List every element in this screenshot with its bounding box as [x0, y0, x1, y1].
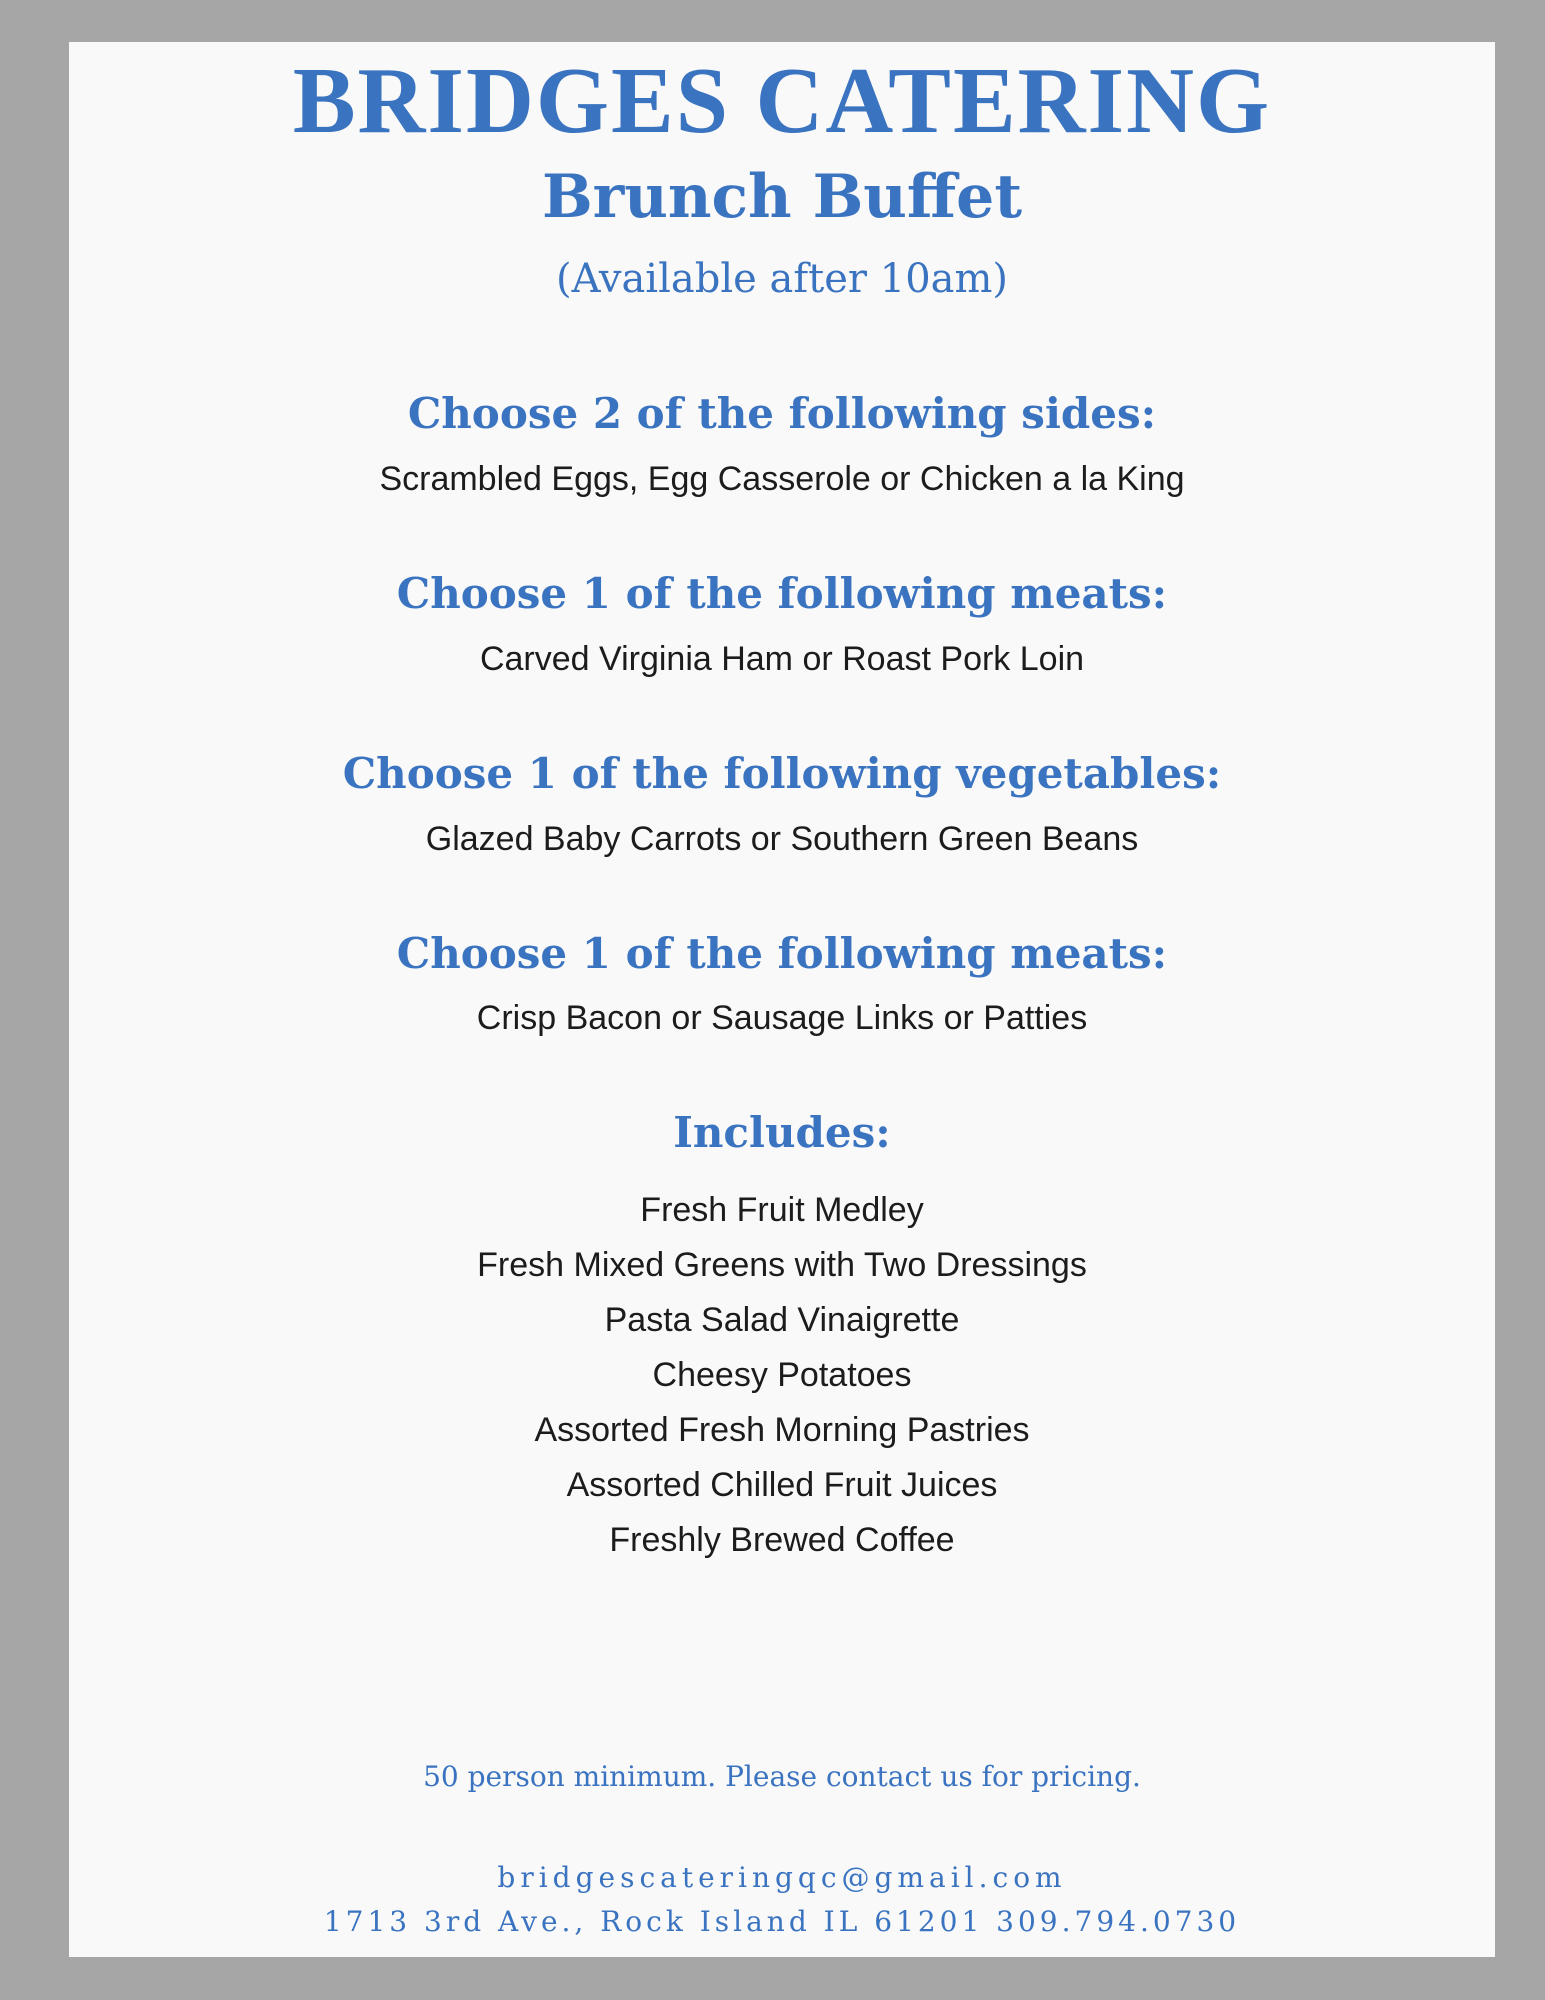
list-item: Freshly Brewed Coffee — [609, 1521, 955, 1559]
availability-note: (Available after 10am) — [555, 256, 1009, 302]
includes-heading: Includes: — [673, 1108, 891, 1157]
brand-title: BRIDGES CATERING — [292, 49, 1272, 153]
minimum-note: 50 person minimum. Please contact us for pricing. — [423, 1760, 1141, 1793]
contact-address: 1713 3rd Ave., Rock Island IL 61201 309.794.0730 — [323, 1905, 1241, 1938]
menu-page — [69, 42, 1495, 1957]
list-item: Fresh Fruit Medley — [640, 1191, 924, 1229]
list-item: Cheesy Potatoes — [652, 1356, 912, 1394]
list-item: Assorted Chilled Fruit Juices — [566, 1466, 998, 1504]
sides-options: Scrambled Eggs, Egg Casserole or Chicken a la King — [379, 460, 1185, 498]
meats-options: Carved Virginia Ham or Roast Pork Loin — [479, 640, 1085, 678]
vegetables-heading: Choose 1 of the following vegetables: — [342, 749, 1222, 798]
list-item: Fresh Mixed Greens with Two Dressings — [477, 1246, 1087, 1284]
meats-heading: Choose 1 of the following meats: — [396, 569, 1168, 618]
breakfast-meats-options: Crisp Bacon or Sausage Links or Patties — [476, 999, 1088, 1037]
contact-email: bridgescateringqc@gmail.com — [497, 1861, 1067, 1894]
list-item: Pasta Salad Vinaigrette — [604, 1301, 960, 1339]
includes-list — [69, 1183, 1495, 1568]
list-item: Assorted Fresh Morning Pastries — [534, 1411, 1030, 1449]
menu-subtitle: Brunch Buffet — [541, 162, 1023, 232]
vegetables-options: Glazed Baby Carrots or Southern Green Beans — [425, 820, 1139, 858]
sides-heading: Choose 2 of the following sides: — [407, 389, 1157, 438]
breakfast-meats-heading: Choose 1 of the following meats: — [396, 929, 1168, 978]
